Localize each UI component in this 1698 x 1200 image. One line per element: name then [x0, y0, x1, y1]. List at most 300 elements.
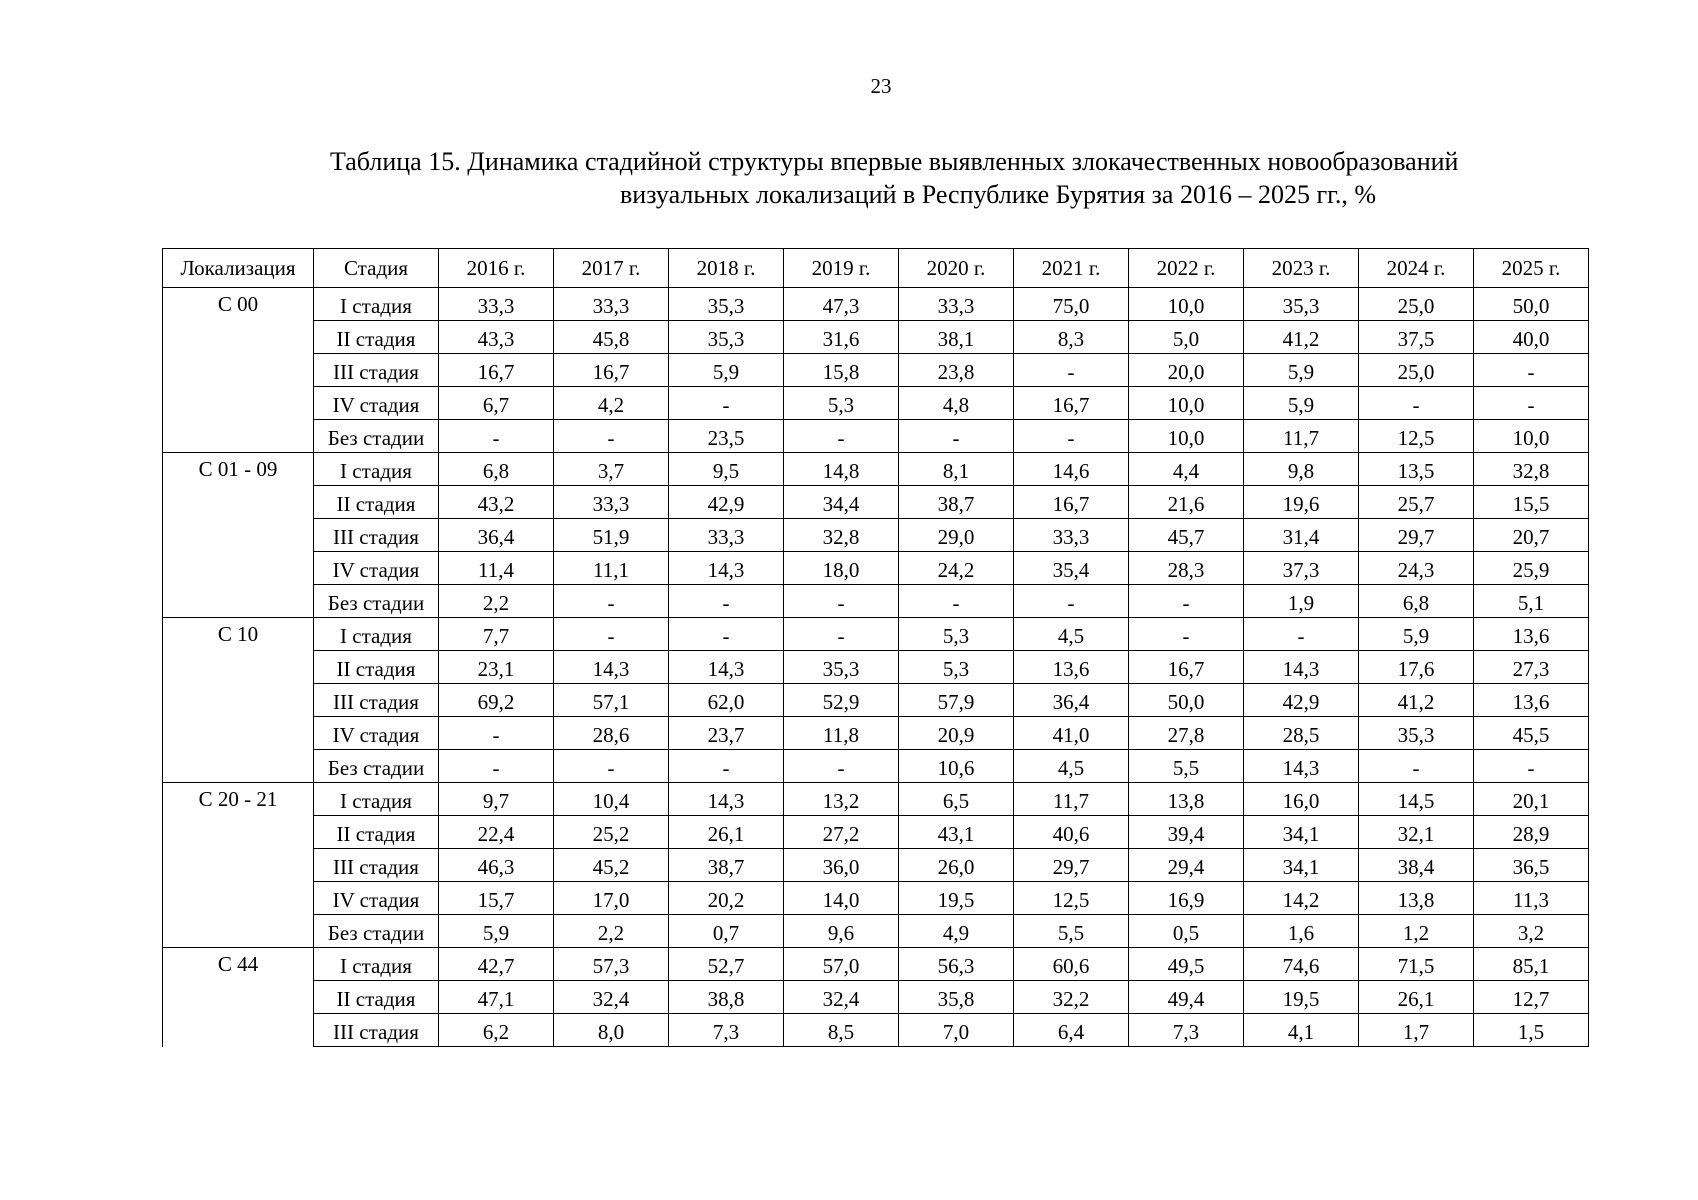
value-cell: 4,2: [554, 387, 669, 420]
value-cell: 6,4: [1014, 1014, 1129, 1047]
value-cell: 6,8: [1359, 585, 1474, 618]
value-cell: 4,9: [899, 915, 1014, 948]
value-cell: -: [784, 618, 899, 651]
value-cell: 6,7: [439, 387, 554, 420]
value-cell: 1,5: [1474, 1014, 1589, 1047]
stage-cell: IV стадия: [314, 387, 439, 420]
value-cell: 6,2: [439, 1014, 554, 1047]
value-cell: 36,0: [784, 849, 899, 882]
value-cell: 35,3: [669, 288, 784, 321]
value-cell: 52,7: [669, 948, 784, 981]
value-cell: 5,9: [1359, 618, 1474, 651]
value-cell: 12,7: [1474, 981, 1589, 1014]
value-cell: 43,2: [439, 486, 554, 519]
value-cell: 75,0: [1014, 288, 1129, 321]
value-cell: 18,0: [784, 552, 899, 585]
value-cell: 5,5: [1014, 915, 1129, 948]
value-cell: 49,4: [1129, 981, 1244, 1014]
stage-cell: II стадия: [314, 486, 439, 519]
value-cell: 40,0: [1474, 321, 1589, 354]
value-cell: -: [554, 750, 669, 783]
value-cell: -: [1129, 585, 1244, 618]
value-cell: 16,7: [1014, 387, 1129, 420]
value-cell: 11,7: [1014, 783, 1129, 816]
value-cell: 28,3: [1129, 552, 1244, 585]
table-title-line-2: визуальных локализаций в Республике Бурятия за 2016 – 2025 гг., %: [620, 180, 1377, 209]
value-cell: 9,6: [784, 915, 899, 948]
value-cell: 16,7: [1014, 486, 1129, 519]
table-body: [163, 288, 1589, 1047]
value-cell: 19,6: [1244, 486, 1359, 519]
value-cell: 20,7: [1474, 519, 1589, 552]
table-row: [163, 783, 1589, 816]
value-cell: 10,4: [554, 783, 669, 816]
value-cell: 41,2: [1244, 321, 1359, 354]
value-cell: 28,5: [1244, 717, 1359, 750]
value-cell: 35,4: [1014, 552, 1129, 585]
value-cell: 24,2: [899, 552, 1014, 585]
stage-cell: III стадия: [314, 354, 439, 387]
value-cell: 32,1: [1359, 816, 1474, 849]
table-row: [163, 585, 1589, 618]
value-cell: 43,1: [899, 816, 1014, 849]
value-cell: -: [554, 618, 669, 651]
value-cell: 10,0: [1474, 420, 1589, 453]
value-cell: 45,2: [554, 849, 669, 882]
value-cell: 8,3: [1014, 321, 1129, 354]
value-cell: 35,3: [1359, 717, 1474, 750]
stage-cell: Без стадии: [314, 420, 439, 453]
value-cell: 5,9: [669, 354, 784, 387]
value-cell: 14,3: [669, 651, 784, 684]
value-cell: 13,6: [1474, 684, 1589, 717]
table-row: [163, 321, 1589, 354]
localization-cell: С 44: [163, 948, 314, 1047]
value-cell: 57,9: [899, 684, 1014, 717]
value-cell: 14,3: [554, 651, 669, 684]
localization-cell: С 00: [163, 288, 314, 453]
column-header: 2025 г.: [1474, 249, 1589, 288]
value-cell: -: [669, 618, 784, 651]
value-cell: 38,7: [899, 486, 1014, 519]
value-cell: 14,0: [784, 882, 899, 915]
value-cell: 14,3: [1244, 651, 1359, 684]
value-cell: 20,1: [1474, 783, 1589, 816]
value-cell: 12,5: [1359, 420, 1474, 453]
value-cell: 4,5: [1014, 618, 1129, 651]
value-cell: 19,5: [899, 882, 1014, 915]
value-cell: 14,2: [1244, 882, 1359, 915]
value-cell: 5,3: [784, 387, 899, 420]
value-cell: 22,4: [439, 816, 554, 849]
value-cell: -: [784, 420, 899, 453]
column-header: 2020 г.: [899, 249, 1014, 288]
stage-cell: I стадия: [314, 783, 439, 816]
value-cell: 4,8: [899, 387, 1014, 420]
value-cell: 14,5: [1359, 783, 1474, 816]
value-cell: 6,5: [899, 783, 1014, 816]
table-row: [163, 420, 1589, 453]
value-cell: -: [439, 750, 554, 783]
value-cell: 12,5: [1014, 882, 1129, 915]
value-cell: 28,9: [1474, 816, 1589, 849]
value-cell: 49,5: [1129, 948, 1244, 981]
value-cell: 33,3: [1014, 519, 1129, 552]
value-cell: 60,6: [1014, 948, 1129, 981]
value-cell: 17,0: [554, 882, 669, 915]
value-cell: 27,3: [1474, 651, 1589, 684]
value-cell: 45,7: [1129, 519, 1244, 552]
value-cell: 13,6: [1474, 618, 1589, 651]
value-cell: 14,3: [1244, 750, 1359, 783]
value-cell: 14,6: [1014, 453, 1129, 486]
value-cell: 15,5: [1474, 486, 1589, 519]
value-cell: 45,5: [1474, 717, 1589, 750]
value-cell: 24,3: [1359, 552, 1474, 585]
value-cell: 20,9: [899, 717, 1014, 750]
value-cell: 37,3: [1244, 552, 1359, 585]
value-cell: 62,0: [669, 684, 784, 717]
value-cell: -: [1359, 750, 1474, 783]
table-row: [163, 486, 1589, 519]
column-header: 2023 г.: [1244, 249, 1359, 288]
value-cell: -: [439, 420, 554, 453]
value-cell: -: [1474, 750, 1589, 783]
stage-cell: I стадия: [314, 288, 439, 321]
value-cell: 47,3: [784, 288, 899, 321]
stage-structure-table: [162, 248, 1589, 1047]
value-cell: 20,0: [1129, 354, 1244, 387]
value-cell: -: [669, 750, 784, 783]
value-cell: 4,5: [1014, 750, 1129, 783]
value-cell: 2,2: [439, 585, 554, 618]
value-cell: 27,2: [784, 816, 899, 849]
value-cell: 1,7: [1359, 1014, 1474, 1047]
value-cell: 43,3: [439, 321, 554, 354]
stage-cell: II стадия: [314, 651, 439, 684]
table-title-line-1: Таблица 15. Динамика стадийной структуры впервые выявленных злокачественных новообразований: [330, 147, 1459, 176]
value-cell: 41,0: [1014, 717, 1129, 750]
value-cell: 47,1: [439, 981, 554, 1014]
table-row: [163, 288, 1589, 321]
value-cell: 26,1: [669, 816, 784, 849]
value-cell: 38,7: [669, 849, 784, 882]
value-cell: 42,9: [1244, 684, 1359, 717]
table-row: [163, 882, 1589, 915]
table-row: [163, 717, 1589, 750]
value-cell: 35,3: [1244, 288, 1359, 321]
value-cell: -: [1244, 618, 1359, 651]
value-cell: 9,8: [1244, 453, 1359, 486]
stage-cell: III стадия: [314, 1014, 439, 1047]
value-cell: -: [1359, 387, 1474, 420]
value-cell: 3,2: [1474, 915, 1589, 948]
table-row: [163, 750, 1589, 783]
value-cell: 36,5: [1474, 849, 1589, 882]
value-cell: 42,7: [439, 948, 554, 981]
column-header: 2018 г.: [669, 249, 784, 288]
table-row: [163, 651, 1589, 684]
stage-cell: IV стадия: [314, 552, 439, 585]
value-cell: 23,1: [439, 651, 554, 684]
table-row: [163, 849, 1589, 882]
stage-cell: II стадия: [314, 321, 439, 354]
value-cell: 5,0: [1129, 321, 1244, 354]
value-cell: 29,4: [1129, 849, 1244, 882]
value-cell: 38,4: [1359, 849, 1474, 882]
value-cell: -: [1014, 354, 1129, 387]
value-cell: 33,3: [669, 519, 784, 552]
value-cell: 71,5: [1359, 948, 1474, 981]
value-cell: 56,3: [899, 948, 1014, 981]
value-cell: 35,8: [899, 981, 1014, 1014]
value-cell: 69,2: [439, 684, 554, 717]
value-cell: 20,2: [669, 882, 784, 915]
value-cell: 13,6: [1014, 651, 1129, 684]
value-cell: 32,8: [784, 519, 899, 552]
table-row: [163, 519, 1589, 552]
value-cell: 32,4: [554, 981, 669, 1014]
value-cell: 5,9: [1244, 354, 1359, 387]
value-cell: 57,3: [554, 948, 669, 981]
value-cell: 36,4: [1014, 684, 1129, 717]
localization-cell: С 20 - 21: [163, 783, 314, 948]
value-cell: 32,2: [1014, 981, 1129, 1014]
stage-cell: III стадия: [314, 849, 439, 882]
value-cell: 36,4: [439, 519, 554, 552]
value-cell: 16,7: [554, 354, 669, 387]
value-cell: 23,5: [669, 420, 784, 453]
value-cell: 23,7: [669, 717, 784, 750]
value-cell: 5,3: [899, 651, 1014, 684]
table-row: [163, 453, 1589, 486]
value-cell: 1,6: [1244, 915, 1359, 948]
value-cell: 50,0: [1129, 684, 1244, 717]
value-cell: 33,3: [554, 486, 669, 519]
value-cell: 14,3: [669, 783, 784, 816]
localization-cell: С 10: [163, 618, 314, 783]
value-cell: 25,0: [1359, 288, 1474, 321]
value-cell: 5,1: [1474, 585, 1589, 618]
value-cell: 50,0: [1474, 288, 1589, 321]
value-cell: 27,8: [1129, 717, 1244, 750]
column-header: Локализация: [163, 249, 314, 288]
value-cell: 40,6: [1014, 816, 1129, 849]
value-cell: 41,2: [1359, 684, 1474, 717]
value-cell: 31,6: [784, 321, 899, 354]
value-cell: 15,8: [784, 354, 899, 387]
value-cell: 57,0: [784, 948, 899, 981]
value-cell: 5,5: [1129, 750, 1244, 783]
value-cell: -: [899, 420, 1014, 453]
column-header: 2016 г.: [439, 249, 554, 288]
value-cell: 34,1: [1244, 816, 1359, 849]
value-cell: 3,7: [554, 453, 669, 486]
table-row: [163, 354, 1589, 387]
stage-cell: IV стадия: [314, 882, 439, 915]
column-header: 2022 г.: [1129, 249, 1244, 288]
value-cell: 16,7: [1129, 651, 1244, 684]
value-cell: 25,0: [1359, 354, 1474, 387]
table-row: [163, 915, 1589, 948]
value-cell: 14,3: [669, 552, 784, 585]
value-cell: 74,6: [1244, 948, 1359, 981]
value-cell: -: [1474, 387, 1589, 420]
value-cell: 11,1: [554, 552, 669, 585]
value-cell: 29,7: [1359, 519, 1474, 552]
value-cell: 9,5: [669, 453, 784, 486]
value-cell: 10,6: [899, 750, 1014, 783]
value-cell: 57,1: [554, 684, 669, 717]
value-cell: 52,9: [784, 684, 899, 717]
value-cell: 10,0: [1129, 387, 1244, 420]
value-cell: 11,8: [784, 717, 899, 750]
value-cell: 51,9: [554, 519, 669, 552]
value-cell: 38,1: [899, 321, 1014, 354]
value-cell: 35,3: [669, 321, 784, 354]
value-cell: 17,6: [1359, 651, 1474, 684]
value-cell: 7,0: [899, 1014, 1014, 1047]
value-cell: 4,4: [1129, 453, 1244, 486]
value-cell: 1,9: [1244, 585, 1359, 618]
value-cell: 33,3: [439, 288, 554, 321]
value-cell: 11,7: [1244, 420, 1359, 453]
value-cell: 26,0: [899, 849, 1014, 882]
value-cell: 8,0: [554, 1014, 669, 1047]
value-cell: 23,8: [899, 354, 1014, 387]
localization-cell: С 01 - 09: [163, 453, 314, 618]
value-cell: -: [669, 387, 784, 420]
value-cell: -: [1129, 618, 1244, 651]
value-cell: -: [1014, 420, 1129, 453]
stage-cell: I стадия: [314, 618, 439, 651]
value-cell: 8,5: [784, 1014, 899, 1047]
value-cell: 21,6: [1129, 486, 1244, 519]
value-cell: 25,9: [1474, 552, 1589, 585]
value-cell: -: [784, 585, 899, 618]
value-cell: -: [669, 585, 784, 618]
value-cell: 31,4: [1244, 519, 1359, 552]
value-cell: 8,1: [899, 453, 1014, 486]
stage-cell: II стадия: [314, 816, 439, 849]
value-cell: 15,7: [439, 882, 554, 915]
stage-cell: I стадия: [314, 948, 439, 981]
column-header: 2024 г.: [1359, 249, 1474, 288]
value-cell: 14,8: [784, 453, 899, 486]
value-cell: 0,5: [1129, 915, 1244, 948]
value-cell: 85,1: [1474, 948, 1589, 981]
value-cell: 5,3: [899, 618, 1014, 651]
value-cell: 1,2: [1359, 915, 1474, 948]
value-cell: 46,3: [439, 849, 554, 882]
value-cell: 13,2: [784, 783, 899, 816]
table-row: [163, 981, 1589, 1014]
value-cell: 4,1: [1244, 1014, 1359, 1047]
value-cell: 34,4: [784, 486, 899, 519]
value-cell: 13,5: [1359, 453, 1474, 486]
stage-cell: I стадия: [314, 453, 439, 486]
value-cell: 16,9: [1129, 882, 1244, 915]
value-cell: -: [899, 585, 1014, 618]
value-cell: 38,8: [669, 981, 784, 1014]
column-header: Стадия: [314, 249, 439, 288]
value-cell: -: [554, 585, 669, 618]
table-row: [163, 948, 1589, 981]
stage-cell: II стадия: [314, 981, 439, 1014]
table-row: [163, 618, 1589, 651]
value-cell: 29,7: [1014, 849, 1129, 882]
stage-cell: IV стадия: [314, 717, 439, 750]
value-cell: -: [784, 750, 899, 783]
header-row: [163, 249, 1589, 288]
stage-cell: Без стадии: [314, 915, 439, 948]
value-cell: 11,4: [439, 552, 554, 585]
value-cell: 42,9: [669, 486, 784, 519]
column-header: 2021 г.: [1014, 249, 1129, 288]
value-cell: 25,7: [1359, 486, 1474, 519]
value-cell: 13,8: [1129, 783, 1244, 816]
value-cell: 45,8: [554, 321, 669, 354]
table-row: [163, 684, 1589, 717]
value-cell: -: [439, 717, 554, 750]
value-cell: 6,8: [439, 453, 554, 486]
value-cell: 13,8: [1359, 882, 1474, 915]
table-row: [163, 552, 1589, 585]
stage-cell: Без стадии: [314, 585, 439, 618]
table-row: [163, 816, 1589, 849]
value-cell: 25,2: [554, 816, 669, 849]
value-cell: 7,3: [1129, 1014, 1244, 1047]
value-cell: 39,4: [1129, 816, 1244, 849]
value-cell: 5,9: [439, 915, 554, 948]
stage-cell: III стадия: [314, 684, 439, 717]
value-cell: -: [1014, 585, 1129, 618]
value-cell: 32,4: [784, 981, 899, 1014]
value-cell: 29,0: [899, 519, 1014, 552]
column-header: 2019 г.: [784, 249, 899, 288]
value-cell: -: [1474, 354, 1589, 387]
value-cell: 7,7: [439, 618, 554, 651]
value-cell: 10,0: [1129, 420, 1244, 453]
value-cell: 0,7: [669, 915, 784, 948]
value-cell: 11,3: [1474, 882, 1589, 915]
stage-cell: III стадия: [314, 519, 439, 552]
value-cell: 19,5: [1244, 981, 1359, 1014]
value-cell: 28,6: [554, 717, 669, 750]
value-cell: 26,1: [1359, 981, 1474, 1014]
value-cell: 33,3: [554, 288, 669, 321]
value-cell: 7,3: [669, 1014, 784, 1047]
column-header: 2017 г.: [554, 249, 669, 288]
table-row: [163, 387, 1589, 420]
value-cell: 35,3: [784, 651, 899, 684]
value-cell: 32,8: [1474, 453, 1589, 486]
stage-cell: Без стадии: [314, 750, 439, 783]
value-cell: -: [554, 420, 669, 453]
value-cell: 37,5: [1359, 321, 1474, 354]
value-cell: 16,7: [439, 354, 554, 387]
page-number: 23: [870, 74, 892, 98]
value-cell: 5,9: [1244, 387, 1359, 420]
table-row: [163, 1014, 1589, 1047]
value-cell: 34,1: [1244, 849, 1359, 882]
value-cell: 10,0: [1129, 288, 1244, 321]
value-cell: 9,7: [439, 783, 554, 816]
value-cell: 33,3: [899, 288, 1014, 321]
value-cell: 2,2: [554, 915, 669, 948]
table-title: [330, 145, 1600, 211]
value-cell: 16,0: [1244, 783, 1359, 816]
